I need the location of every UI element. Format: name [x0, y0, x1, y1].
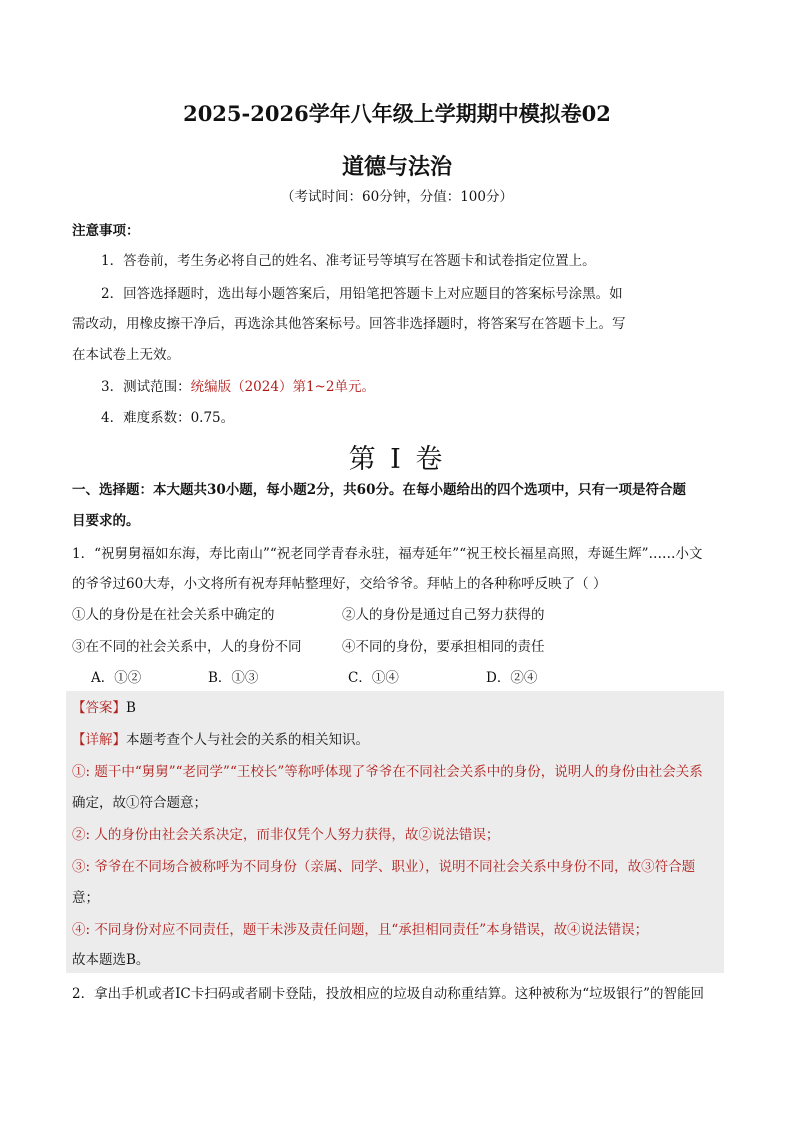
q1-detail [72, 730, 369, 750]
q1-statement-2: ②人的身份是通过自己努力获得的 [342, 607, 545, 623]
q1-stem-a: 1．“祝舅舅福如东海，寿比南山”“祝老同学青春永驻，福寿延年”“祝王校长福星高照，寿诞生辉”……小文 [72, 546, 703, 562]
detail-intro: 本题考查个人与社会的关系的相关知识。 [126, 732, 369, 748]
q1-option-b: B．①③ [208, 670, 259, 686]
answer-value: B [126, 700, 136, 716]
q1-explanation-2: ②: 人的身份由社会关系决定，而非仅凭个人努力获得，故②说法错误； [72, 827, 500, 843]
notice-item-2-b: 需改动，用橡皮擦干净后，再选涂其他答案标号。回答非选择题时，将答案写在答题卡上。写 [72, 316, 626, 332]
q2-stem-a: 2．拿出手机或者IC卡扫码或者刷卡登陆，投放相应的垃圾自动称重结算。这种被称为“垃圾银行”的智能回 [72, 986, 705, 1002]
answer-label: 【答案】 [72, 700, 126, 716]
q1-conclusion: 故本题选B。 [72, 952, 150, 968]
notice-item-1: 1．答卷前，考生务必将自己的姓名、准考证号等填写在答题卡和试卷指定位置上。 [101, 253, 596, 269]
q1-explanation-1-a: ①: 题干中“舅舅”“老同学”“王校长”等称呼体现了爷爷在不同社会关系中的身份，说明人的身份由社会关系 [72, 764, 703, 780]
q1-stem-b: 的爷爷过60大寿，小文将所有祝寿拜帖整理好，交给爷爷。拜帖上的各种称呼反映了（ ） [72, 576, 607, 592]
q1-answer [72, 698, 136, 718]
q1-explanation-3-b: 意； [72, 890, 99, 906]
q1-option-a: A．①② [91, 670, 142, 686]
q1-option-d: D．②④ [486, 670, 538, 686]
q1-statement-4: ④不同的身份，要承担相同的责任 [342, 639, 545, 655]
notice-item-2-a: 2．回答选择题时，选出每小题答案后，用铅笔把答题卡上对应题目的答案标号涂黑。如 [101, 286, 623, 302]
test-range-value: 统编版（2024）第1~2单元。 [190, 379, 375, 395]
exam-title: 2025-2026学年八年级上学期期中模拟卷02 [183, 101, 611, 126]
exam-info: （考试时间：60分钟，分值：100分） [281, 189, 513, 205]
q1-explanation-4: ④: 不同身份对应不同责任，题干未涉及责任问题，且“承担相同责任”本身错误，故④说法错误； [72, 922, 649, 938]
q1-statement-1: ①人的身份是在社会关系中确定的 [72, 607, 275, 623]
notice-item-3 [101, 377, 375, 397]
section-heading-b: 目要求的。 [72, 513, 140, 529]
notice-heading: 注意事项： [72, 223, 140, 239]
subject-title: 道德与法治 [341, 154, 452, 180]
q1-statement-3: ③在不同的社会关系中，人的身份不同 [72, 639, 302, 655]
detail-label: 【详解】 [72, 732, 126, 748]
part-title: 第 I 卷 [348, 444, 446, 475]
q1-explanation-3-a: ③: 爷爷在不同场合被称呼为不同身份（亲属、同学、职业），说明不同社会关系中身份不同，故③符合题 [72, 859, 696, 875]
q1-option-c: C．①④ [348, 670, 399, 686]
section-heading-a: 一、选择题：本大题共30小题，每小题2分，共60分。在每小题给出的四个选项中，只有一项是符合题 [72, 482, 686, 498]
notice-item-2-c: 在本试卷上无效。 [72, 347, 180, 363]
test-range-label: 3．测试范围： [101, 379, 191, 395]
q1-explanation-1-b: 确定，故①符合题意； [72, 795, 207, 811]
notice-item-4: 4．难度系数：0.75。 [101, 410, 235, 426]
